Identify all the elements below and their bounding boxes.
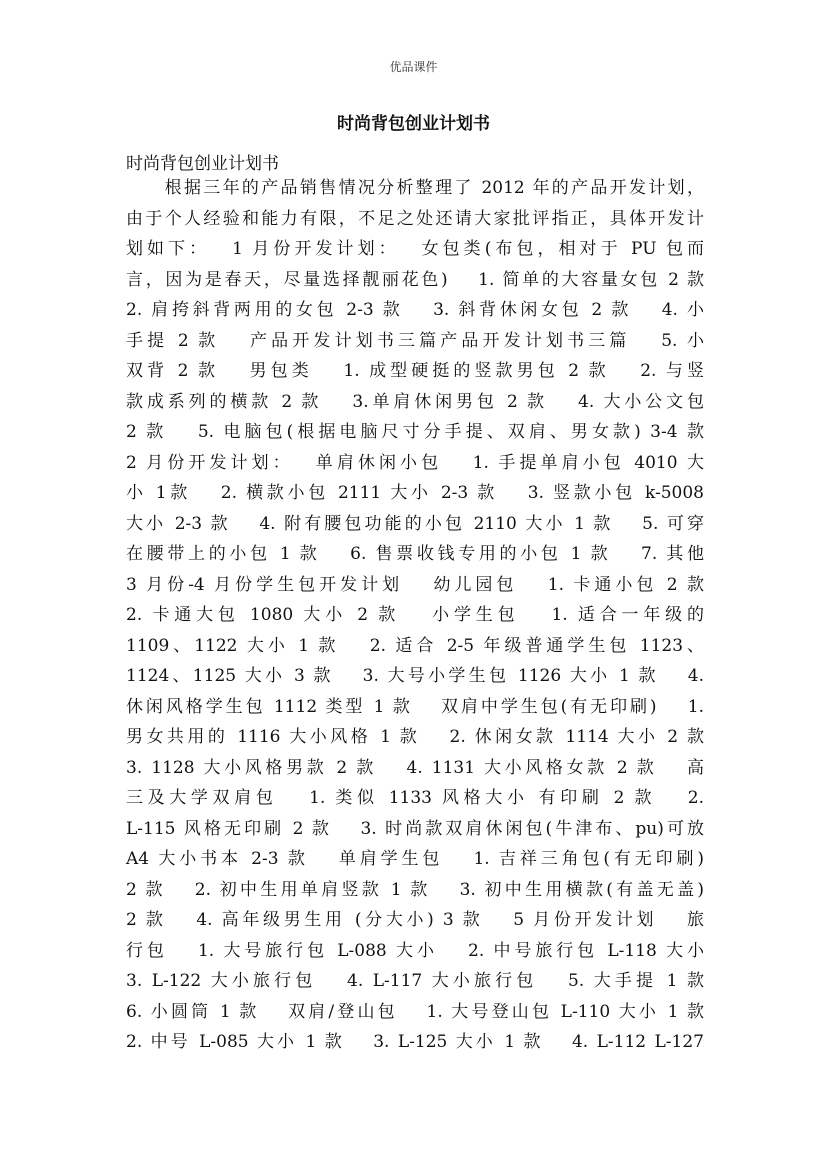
body-line: 根据三年的产品销售情况分析整理了 2012 年的产品开发计划， [126,178,704,198]
body-line: 2 款 4. 高年级男生用 (分大小) 3 款 5 月份开发计划 旅 [126,910,704,930]
document-title: 时尚背包创业计划书 [337,114,490,134]
body-line: 行包 1. 大号旅行包 L-088 大小 2. 中号旅行包 L-118 大小 [126,940,704,961]
body-line: 2 月份开发计划： 单肩休闲小包 1. 手提单肩小包 4010 大 [126,452,704,473]
page-header: 优品课件 [389,60,438,74]
body-line: 双背 2 款 男包类 1. 成型硬挺的竖款男包 2 款 2. 与竖 [126,361,704,381]
body-line: A4 大小书本 2-3 款 单肩学生包 1. 吉祥三角包(有无印刷) [126,849,704,869]
body-line: 手提 2 款 产品开发计划书三篇产品开发计划书三篇 5. 小 [126,330,704,351]
body-line: 2 款 5. 电脑包(根据电脑尺寸分手提、双肩、男女款) 3-4 款 [126,422,704,442]
body-line: L-115 风格无印刷 2 款 3. 时尚款双肩休闲包(牛津布、pu)可放 [126,818,704,839]
body-line: 三及大学双肩包 1. 类似 1133 风格大小 有印刷 2 款 2. [126,788,704,808]
body-line: 由于个人经验和能力有限，不足之处还请大家批评指正，具体开发计 [126,208,704,229]
body-line: 男女共用的 1116 大小风格 1 款 2. 休闲女款 1114 大小 2 款 [126,727,704,747]
body-line: 3 月份-4 月份学生包开发计划 幼儿园包 1. 卡通小包 2 款 [126,574,704,595]
body-line: 2. 卡通大包 1080 大小 2 款 小学生包 1. 适合一年级的 [126,605,704,625]
body-line: 2 款 2. 初中生用单肩竖款 1 款 3. 初中生用横款(有盖无盖) [126,879,704,900]
body-line: 小 1款 2. 横款小包 2111 大小 2-3 款 3. 竖款小包 k-5008 [126,483,704,503]
body-line: 6. 小圆筒 1 款 双肩/登山包 1. 大号登山包 L-110 大小 1 款 [126,1001,704,1022]
body-line: 在腰带上的小包 1 款 6. 售票收钱专用的小包 1 款 7. 其他 [126,544,704,564]
body-text [126,173,704,1058]
body-line: 言，因为是春天，尽量选择靓丽花色) 1. 简单的大容量女包 2 款 [126,269,704,290]
body-line: 1109、1122 大小 1 款 2. 适合 2-5 年级普通学生包 1123、 [126,635,704,656]
body-line: 款成系列的横款 2 款 3.单肩休闲男包 2 款 4. 大小公文包 [126,391,704,412]
body-line: 3. L-122 大小旅行包 4. L-117 大小旅行包 5. 大手提 1 款 [126,971,704,991]
body-line: 划如下： 1 月份开发计划： 女包类(布包，相对于 PU 包而 [126,239,704,259]
body-line: 休闲风格学生包 1112 类型 1 款 双肩中学生包(有无印刷) 1. [126,696,704,717]
body-line: 2. 肩挎斜背两用的女包 2-3 款 3. 斜背休闲女包 2 款 4. 小 [126,300,704,320]
document-subtitle: 时尚背包创业计划书 [126,154,279,174]
body-line: 3. 1128 大小风格男款 2 款 4. 1131 大小风格女款 2 款 高 [126,757,704,778]
body-line: 1124、1125 大小 3 款 3. 大号小学生包 1126 大小 1 款 4. [126,666,704,686]
body-line: 大小 2-3 款 4. 附有腰包功能的小包 2110 大小 1 款 5. 可穿 [126,513,704,534]
body-line: 2. 中号 L-085 大小 1 款 3. L-125 大小 1 款 4. L-112 L-127 [126,1032,704,1052]
